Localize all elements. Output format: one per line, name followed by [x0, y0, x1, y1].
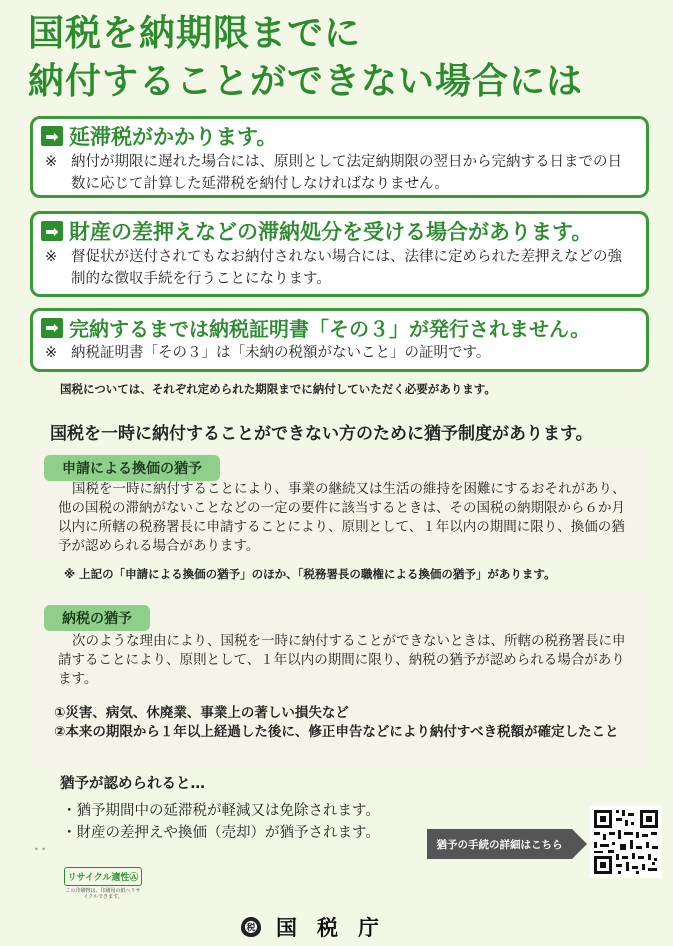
- agency-logo-icon: [238, 914, 264, 940]
- qr-code-icon: [590, 806, 662, 878]
- recycle-mark: [64, 867, 142, 900]
- certificate-heading-text: 完納するまでは納税証明書「その３」が発行されません。: [69, 317, 591, 341]
- payment-deferral-tag: 納税の猶予: [44, 605, 150, 631]
- seizure-note-text: 督促状が送付されてもなお納付されない場合には、法律に定められた差押えなどの強制的な徴収手続を行うことになります。: [71, 249, 622, 287]
- late-tax-note: [33, 151, 646, 195]
- page-title: [28, 10, 658, 106]
- late-tax-heading-text: 延滞税がかかります。: [69, 125, 278, 149]
- certificate-note-text: 納税証明書「その３」は「未納の税額がないこと」の証明です。: [71, 345, 491, 361]
- note-mark: ※: [45, 249, 58, 265]
- decorative-dots: • •: [34, 845, 46, 854]
- svg-text:税: 税: [246, 923, 256, 934]
- qr-code[interactable]: [590, 806, 662, 878]
- title-line-1: 国税を納期限までに: [28, 13, 362, 54]
- details-link-button[interactable]: [427, 829, 587, 859]
- late-tax-box: [30, 116, 649, 198]
- deferral-heading: 国税を一時に納付することができない方のために猶予制度があります。: [50, 424, 593, 444]
- footer: [238, 912, 399, 942]
- title-line-2: 納付することができない場合には: [28, 61, 584, 102]
- certificate-box: [30, 308, 649, 372]
- seizure-heading: [33, 214, 646, 246]
- seizure-heading-text: 財産の差押えなどの滞納処分を受ける場合があります。: [69, 220, 593, 244]
- arrow-right-icon: ➡: [41, 126, 63, 146]
- certificate-note: [33, 342, 646, 364]
- other-deferral-notice: ※ 上記の「申請による換価の猶予」のほか、「税務署長の職権による換価の猶予」があります。: [64, 567, 556, 581]
- certificate-heading: [33, 311, 646, 342]
- payment-deferral-text: 次のような理由により、国税を一時に納付することができないときは、所轄の税務署長に申請することにより、原則として、１年以内の期間に限り、納税の猶予が認められる場合があります。: [58, 633, 626, 687]
- seizure-box: [30, 211, 649, 297]
- agency-name: 国税庁: [276, 916, 399, 940]
- approved-bullet-1: ・猶予期間中の延滞税が軽減又は免除されます。: [62, 803, 380, 819]
- liquidation-deferral-tag: 申請による換価の猶予: [44, 455, 220, 481]
- late-tax-note-text: 納付が期限に遅れた場合には、原則として法定納期限の翌日から完納する日までの日数に応じて計算した延滞税を納付しなければなりません。: [71, 154, 622, 192]
- arrow-right-icon: ➡: [41, 221, 63, 241]
- details-link-label: 猶予の手続の詳細はこちら: [427, 829, 572, 859]
- liquidation-deferral-text: 国税を一時に納付することにより、事業の継続又は生活の維持を困難にするおそれがあり、他の国税の滞納がないことなどの一定の要件に該当するときは、その国税の納期限から６か月以内に所轄の税務署長に申請することにより、原則として、１年以内の期間に限り、換価の猶予が認められる場合があります。: [58, 481, 626, 554]
- approved-bullet-2: ・財産の差押えや換価（売却）が猶予されます。: [62, 825, 380, 841]
- note-mark: ※: [45, 154, 58, 170]
- recycle-badge: リサイクル適性Ⓐ: [64, 867, 142, 886]
- late-tax-heading: [33, 119, 646, 151]
- deadline-notice: 国税については、それぞれ定められた期限までに納付していただく必要があります。: [60, 382, 496, 396]
- arrow-tip-icon: [572, 829, 587, 859]
- note-mark: ※: [45, 345, 58, 361]
- recycle-caption: この印刷物は、印刷用の紙へリサイクルできます。: [65, 888, 141, 900]
- reason-item-1: ①災害、病気、休廃業、事業上の著しい損失など: [54, 705, 349, 721]
- seizure-note: [33, 246, 646, 290]
- arrow-right-icon: ➡: [41, 318, 63, 338]
- approved-title: 猶予が認められると…: [60, 776, 205, 792]
- reason-item-2: ②本来の期限から１年以上経過した後に、修正申告などにより納付すべき税額が確定したこと: [54, 724, 619, 740]
